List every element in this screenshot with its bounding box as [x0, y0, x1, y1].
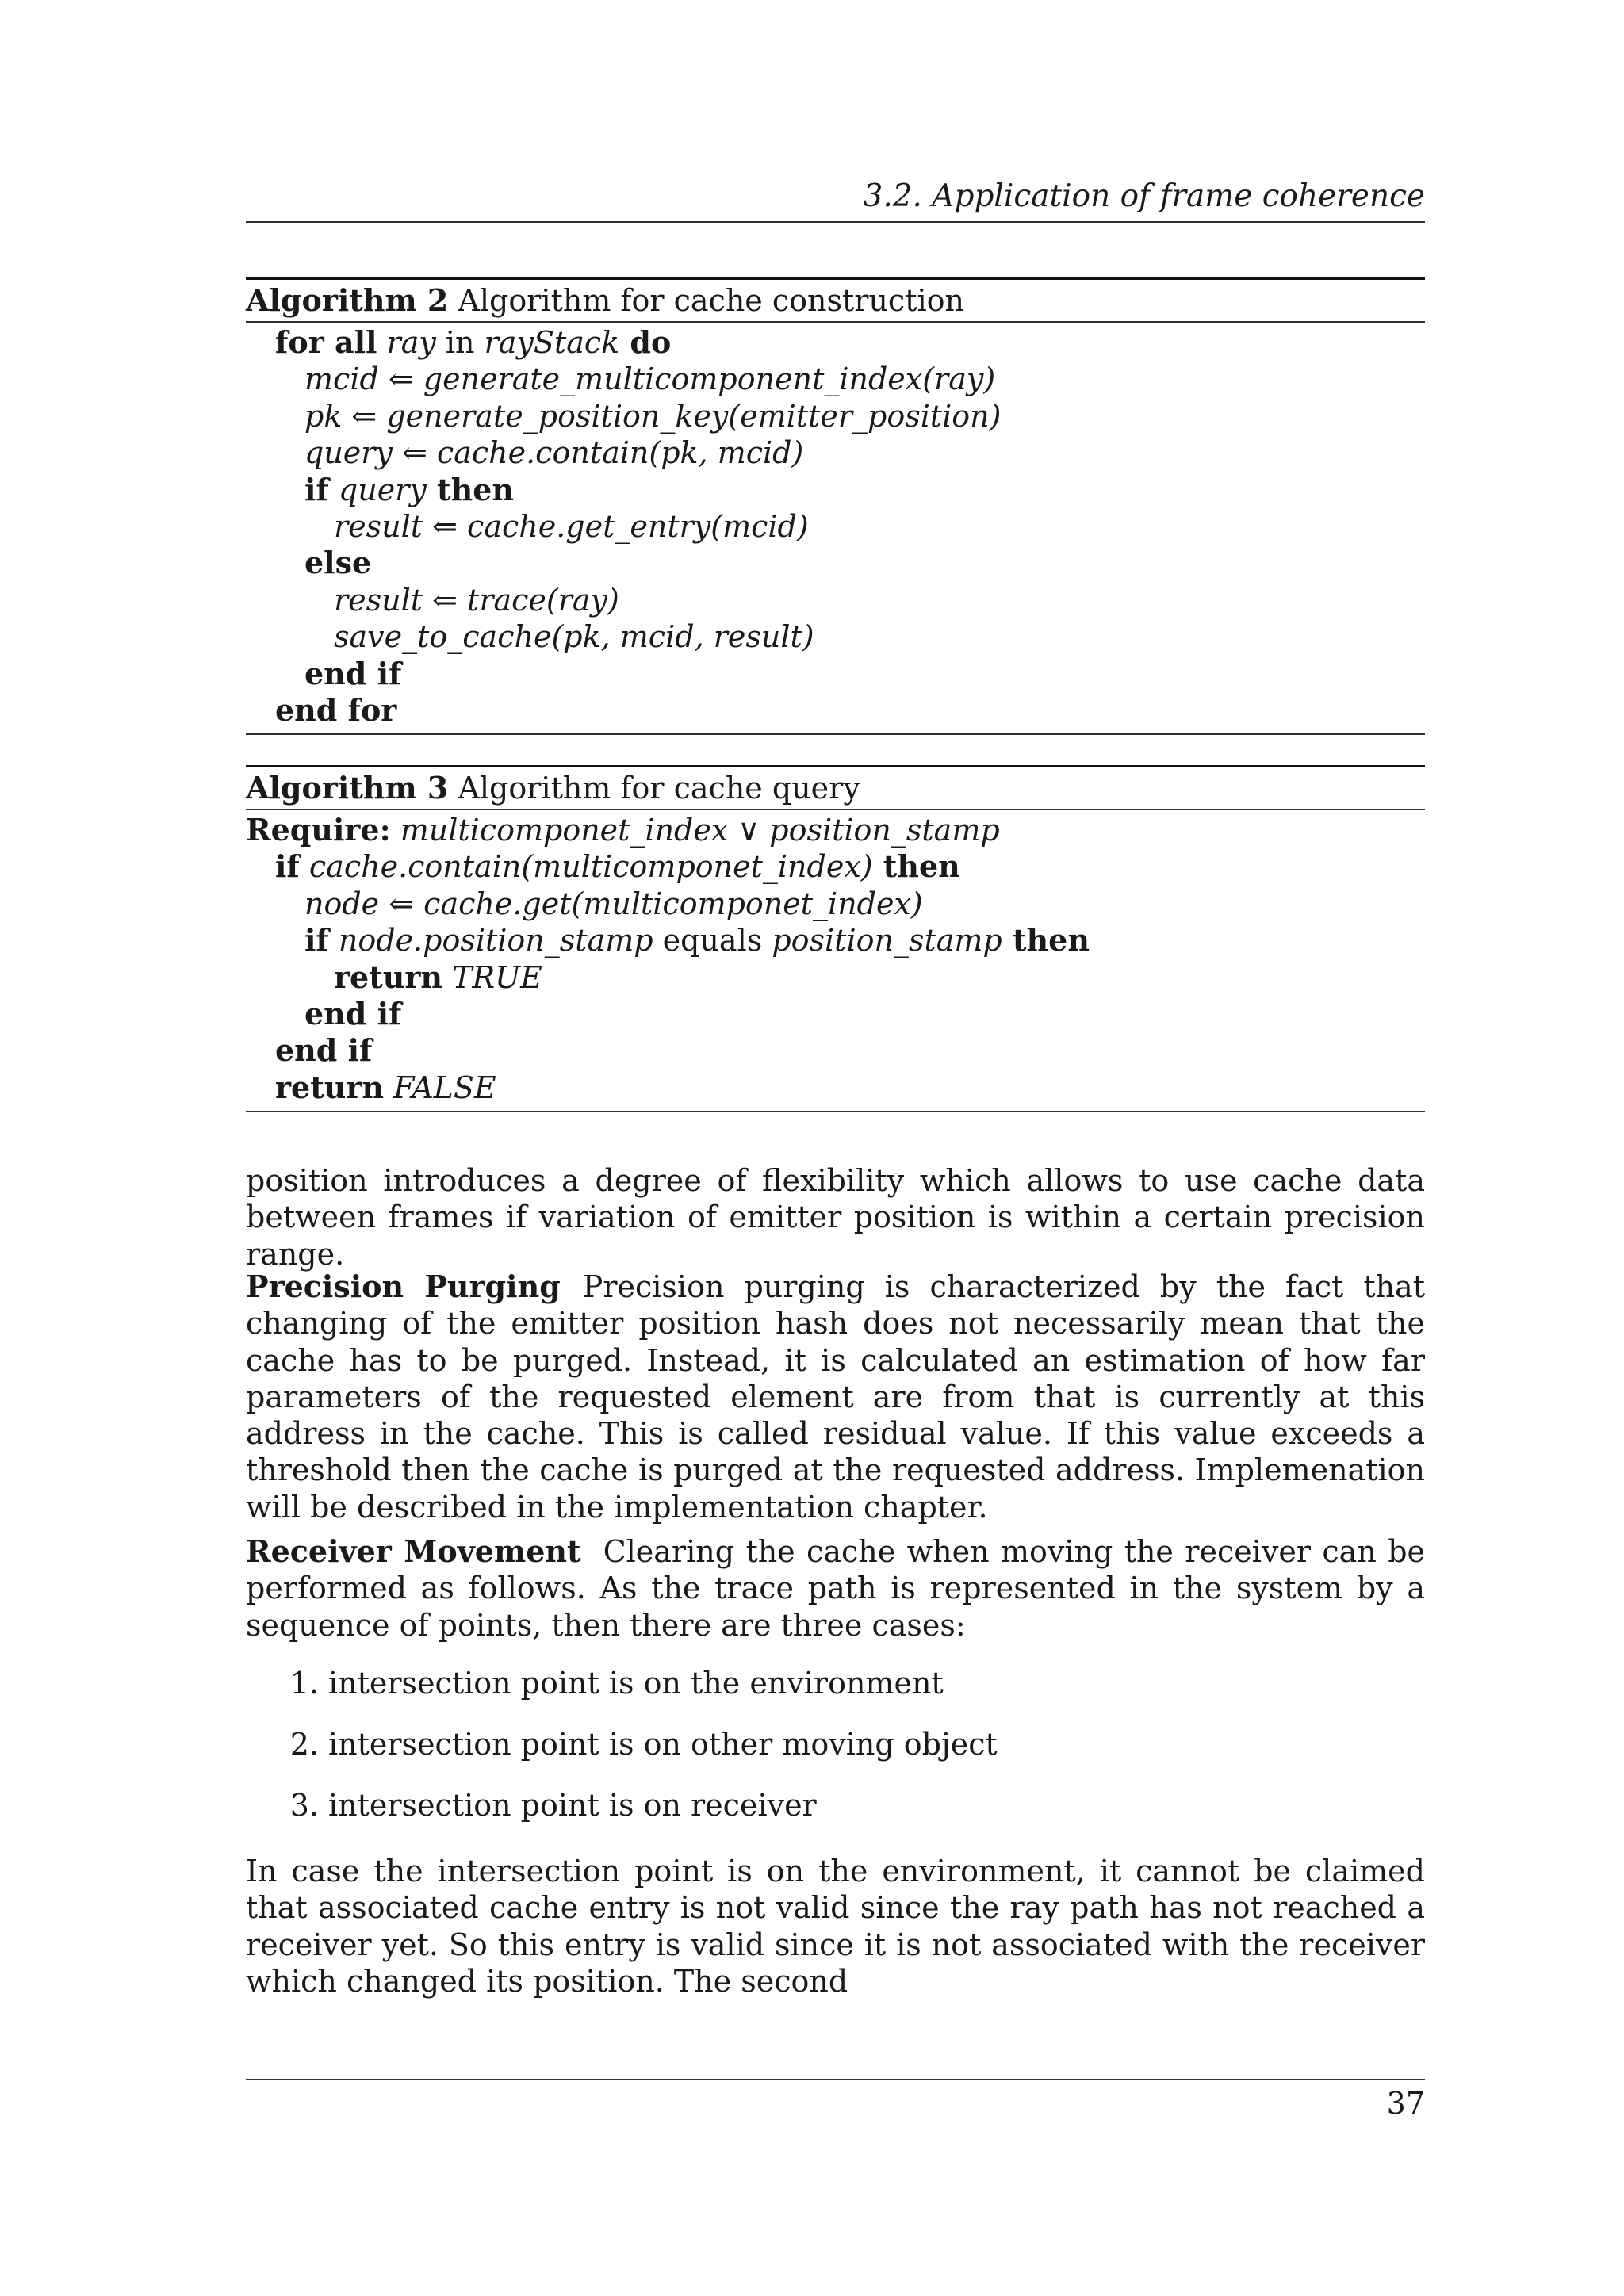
- list-text: intersection point is on receiver: [328, 1788, 817, 1823]
- algorithm-label: Algorithm 3: [246, 770, 449, 806]
- paragraph: In case the intersection point is on the environment, it cannot be claimed that associated cache entry is not valid since the ray path has not reached a receiver yet. So this entry is valid since it is not associated with the receiver which changed its position. The second: [246, 1854, 1425, 1999]
- algorithm-line: [246, 324, 1425, 361]
- algorithm-line: [246, 434, 1425, 471]
- algorithm-title: Algorithm for cache query: [458, 771, 860, 806]
- math-expr: query ⇐ cache.contain(pk, mcid): [304, 435, 804, 471]
- algorithm-line: [246, 618, 1425, 655]
- header-rule: [246, 221, 1425, 223]
- keyword: end for: [275, 691, 397, 728]
- algorithm-line: [246, 886, 1425, 922]
- footer-rule: [246, 2079, 1425, 2080]
- math-expr: position_stamp: [772, 923, 1002, 959]
- algorithm-line: [246, 508, 1425, 545]
- math-expr: result ⇐ cache.get_entry(mcid): [334, 508, 809, 544]
- algorithm-label: Algorithm 2: [246, 282, 449, 318]
- math-expr: node ⇐ cache.get(multicomponet_index): [304, 886, 923, 921]
- keyword: end if: [304, 995, 402, 1031]
- math-expr: TRUE: [452, 959, 542, 995]
- algorithm-line: [246, 545, 1425, 581]
- math-expr: pk ⇐ generate_position_key(emitter_position): [304, 398, 1002, 434]
- algorithm-line: [246, 692, 1425, 729]
- algorithm-bottom-rule: [246, 1111, 1425, 1112]
- algorithm-3-block: [246, 765, 1425, 1112]
- algorithm-2-block: [246, 277, 1425, 735]
- algorithm-line: [246, 812, 1425, 848]
- math-expr: save_to_cache(pk, mcid, result): [334, 619, 814, 655]
- page-number: 37: [1386, 2086, 1425, 2121]
- keyword: do: [619, 324, 672, 360]
- keyword: then: [426, 471, 515, 507]
- algorithm-line: [246, 996, 1425, 1032]
- math-expr: result ⇐ trace(ray): [334, 582, 619, 618]
- math-expr: rayStack: [484, 325, 620, 360]
- list-text: intersection point is on the environment: [328, 1666, 944, 1701]
- list-item: [246, 1787, 817, 1823]
- math-expr: node.position_stamp: [338, 923, 653, 959]
- algorithm-bottom-rule: [246, 733, 1425, 735]
- keyword: for all: [275, 324, 377, 360]
- keyword: if: [304, 471, 329, 507]
- run-in-heading: Receiver Movement: [246, 1533, 581, 1569]
- math-expr: ray: [386, 325, 436, 360]
- math-expr: FALSE: [393, 1070, 496, 1105]
- algorithm-line: [246, 582, 1425, 618]
- algorithm-caption: [246, 767, 1425, 809]
- algorithm-caption: [246, 280, 1425, 321]
- algorithm-body: [246, 323, 1425, 733]
- algorithm-line: [246, 1032, 1425, 1069]
- paragraph: position introduces a degree of flexibility which allows to use cache data between frames if variation of emitter position is within a certain precision range.: [246, 1163, 1425, 1272]
- list-item: [246, 1665, 944, 1701]
- math-expr: mcid ⇐ generate_multicomponent_index(ray): [304, 362, 996, 397]
- paragraph-text: Precision purging is characterized by the fact that changing of the emitter position hash does not necessarily mean that the cache has to be purged. Instead, it is calculated an estimation of how far parameters of the requested element are from that is currently at this address in the cache. This is called residual value. If this value exceeds a threshold then the cache is purged at the requested address. Implemenation will be described in the implementation chapter.: [246, 1269, 1425, 1525]
- math-expr: multicomponet_index ∨ position_stamp: [400, 813, 1000, 848]
- algorithm-line: [246, 398, 1425, 434]
- run-in-heading: Precision Purging: [246, 1269, 561, 1304]
- text: equals: [653, 923, 772, 959]
- keyword: return: [275, 1069, 385, 1105]
- list-item: [246, 1726, 998, 1762]
- list-number: 1.: [289, 1666, 319, 1701]
- keyword: end if: [304, 655, 402, 691]
- keyword: if: [304, 922, 329, 959]
- list-number: 2.: [289, 1727, 319, 1762]
- paragraph-precision-purging: [246, 1269, 1425, 1525]
- algorithm-line: [246, 959, 1425, 996]
- algorithm-line: [246, 656, 1425, 692]
- algorithm-body: [246, 810, 1425, 1111]
- keyword: then: [872, 848, 960, 885]
- algorithm-line: [246, 848, 1425, 885]
- math-expr: cache.contain(multicomponet_index): [308, 849, 873, 885]
- list-text: intersection point is on other moving object: [328, 1727, 998, 1762]
- algorithm-line: [246, 1070, 1425, 1106]
- algorithm-title: Algorithm for cache construction: [458, 283, 964, 318]
- list-number: 3.: [289, 1788, 319, 1823]
- keyword: return: [334, 959, 443, 995]
- algorithm-line: [246, 361, 1425, 397]
- text: in: [435, 325, 485, 360]
- paragraph-receiver-movement: [246, 1533, 1425, 1644]
- keyword: then: [1002, 922, 1090, 959]
- running-header: 3.2. Application of frame coherence: [863, 178, 1425, 214]
- keyword: end if: [275, 1032, 373, 1069]
- math-expr: query: [338, 472, 427, 507]
- paragraph-text: Clearing the cache when moving the receiver can be performed as follows. As the trace path is represented in the system by a sequence of points, then there are three cases:: [246, 1534, 1426, 1643]
- keyword: else: [304, 545, 372, 581]
- algorithm-line: [246, 472, 1425, 508]
- keyword: if: [275, 848, 300, 885]
- keyword: Require:: [246, 812, 391, 848]
- algorithm-line: [246, 922, 1425, 959]
